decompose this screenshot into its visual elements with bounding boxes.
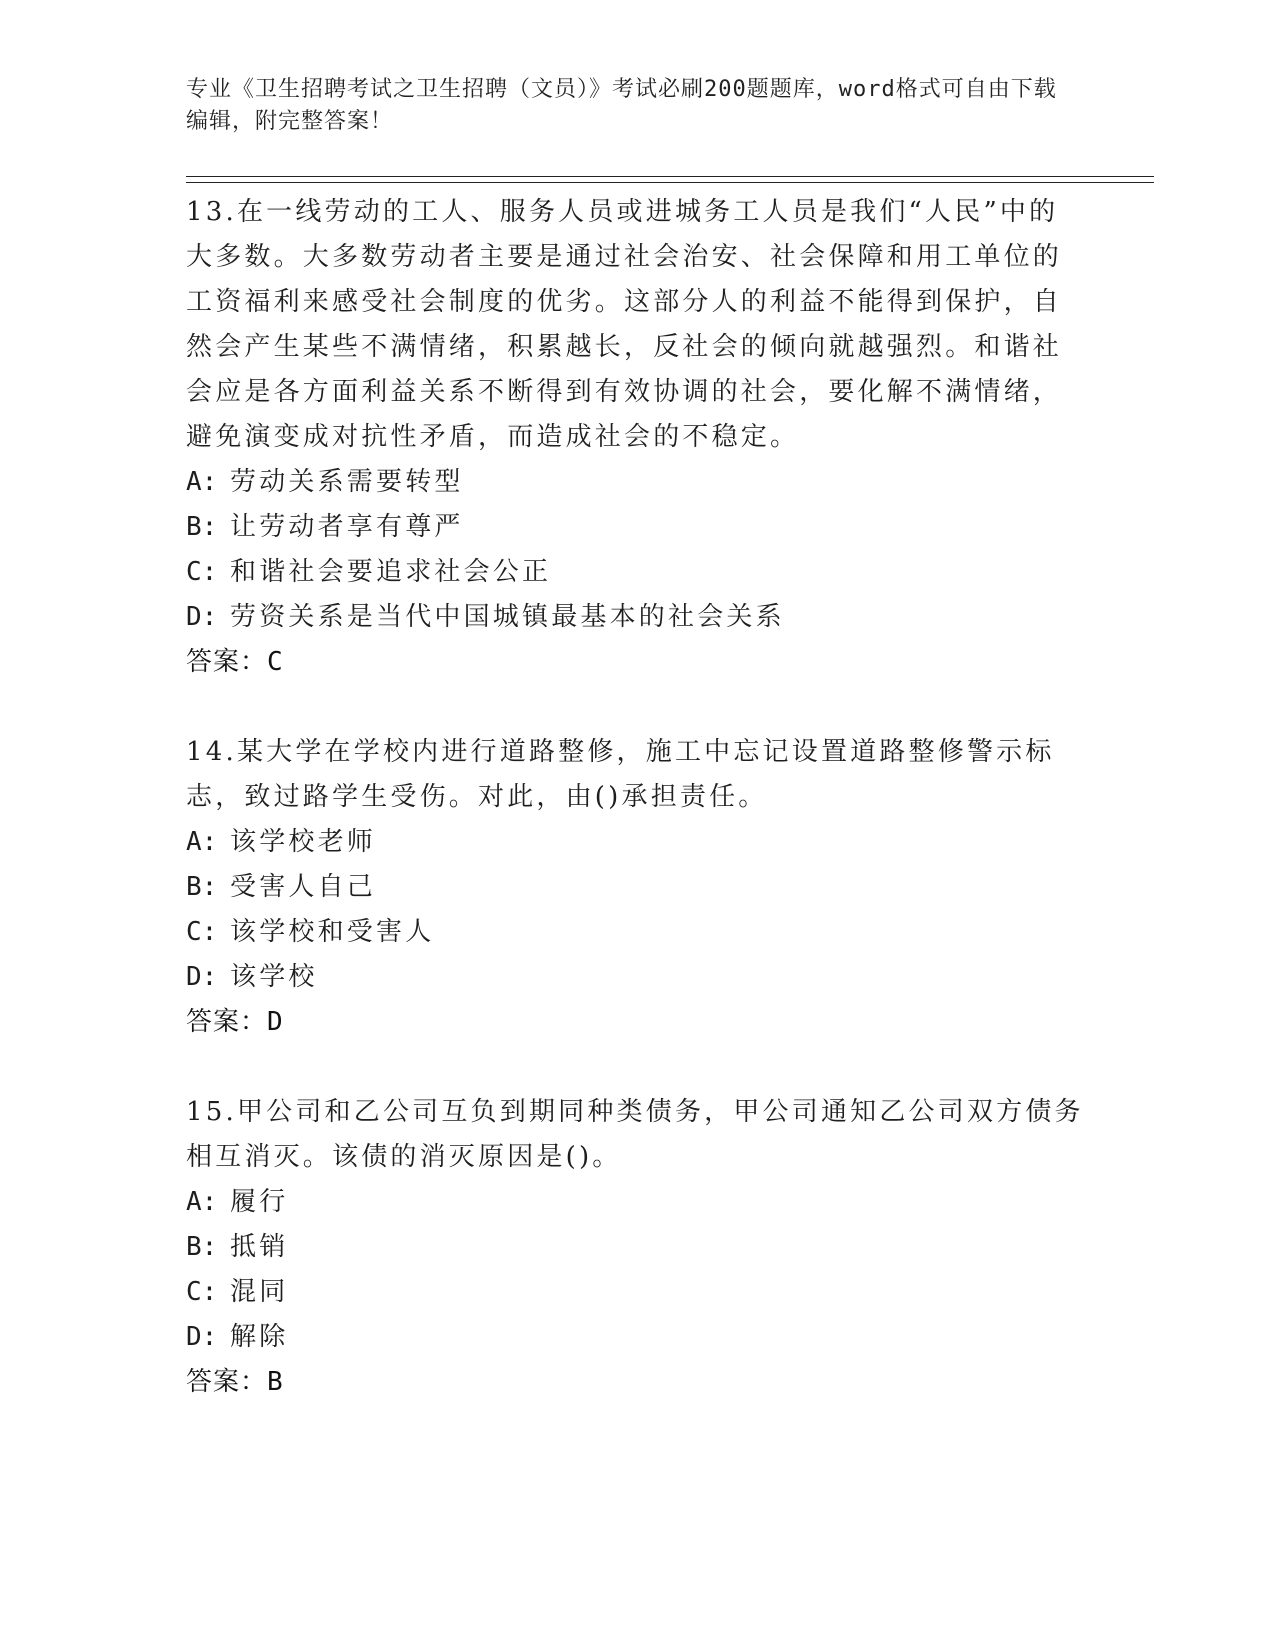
option-text: 劳资关系是当代中国城镇最基本的社会关系: [230, 602, 785, 632]
header-divider-top: [186, 176, 1154, 177]
option-a: [186, 820, 1086, 865]
document-header: 专业《卫生招聘考试之卫生招聘（文员）》考试必刷200题题库，word格式可自由下载编辑，附完整答案！: [186, 77, 1057, 134]
answer-label: 答案：: [186, 1367, 268, 1397]
option-letter: B:: [186, 872, 218, 902]
answer-line: [186, 1000, 1086, 1045]
option-text: 让劳动者享有尊严: [230, 512, 464, 542]
option-letter: A:: [186, 467, 218, 497]
option-d: [186, 595, 1086, 640]
answer-label: 答案：: [186, 647, 268, 677]
option-b: [186, 505, 1086, 550]
option-letter: C:: [186, 1277, 218, 1307]
answer-label: 答案：: [186, 1007, 268, 1037]
question-15: [186, 1090, 1086, 1405]
option-text: 该学校: [230, 962, 318, 992]
option-letter: B:: [186, 512, 218, 542]
option-d: [186, 1315, 1086, 1360]
option-letter: C:: [186, 557, 218, 587]
question-text: 15.甲公司和乙公司互负到期同种类债务，甲公司通知乙公司双方债务相互消灭。该债的消灭原因是()。: [186, 1097, 1084, 1172]
option-letter: D:: [186, 1322, 218, 1352]
option-b: [186, 1225, 1086, 1270]
question-13: [186, 190, 1086, 685]
answer-value: B: [267, 1367, 284, 1397]
question-list: [186, 190, 1086, 1405]
question-spacer: [186, 1045, 1086, 1090]
option-c: [186, 550, 1086, 595]
option-c: [186, 910, 1086, 955]
option-text: 解除: [230, 1322, 289, 1352]
option-a: [186, 1180, 1086, 1225]
question-14: [186, 730, 1086, 1045]
option-text: 混同: [230, 1277, 289, 1307]
option-text: 抵销: [230, 1232, 289, 1262]
option-b: [186, 865, 1086, 910]
answer-line: [186, 1360, 1086, 1405]
option-c: [186, 1270, 1086, 1315]
option-letter: D:: [186, 602, 218, 632]
option-letter: A:: [186, 827, 218, 857]
option-letter: A:: [186, 1187, 218, 1217]
answer-line: [186, 640, 1086, 685]
option-text: 受害人自己: [230, 872, 377, 902]
option-letter: B:: [186, 1232, 218, 1262]
option-a: [186, 460, 1086, 505]
option-d: [186, 955, 1086, 1000]
question-spacer: [186, 685, 1086, 730]
option-text: 履行: [230, 1187, 289, 1217]
option-letter: C:: [186, 917, 218, 947]
option-text: 和谐社会要追求社会公正: [230, 557, 552, 587]
answer-value: D: [267, 1007, 284, 1037]
question-text: 14.某大学在学校内进行道路整修，施工中忘记设置道路整修警示标志，致过路学生受伤。对此，由()承担责任。: [186, 737, 1055, 812]
option-text: 该学校和受害人: [230, 917, 435, 947]
option-letter: D:: [186, 962, 218, 992]
answer-value: C: [267, 647, 284, 677]
question-text: 13.在一线劳动的工人、服务人员或进城务工人员是我们“人民”中的大多数。大多数劳动者主要是通过社会治安、社会保障和用工单位的工资福利来感受社会制度的优劣。这部分人的利益不能得到保护，自然会产生某些不满情绪，积累越长，反社会的倾向就越强烈。和谐社会应是各方面利益关系不断得到有效协调的社会，要化解不满情绪，避免演变成对抗性矛盾，而造成社会的不稳定。: [186, 197, 1063, 452]
option-text: 该学校老师: [230, 827, 377, 857]
header-divider-bottom: [186, 182, 1154, 183]
option-text: 劳动关系需要转型: [230, 467, 464, 497]
